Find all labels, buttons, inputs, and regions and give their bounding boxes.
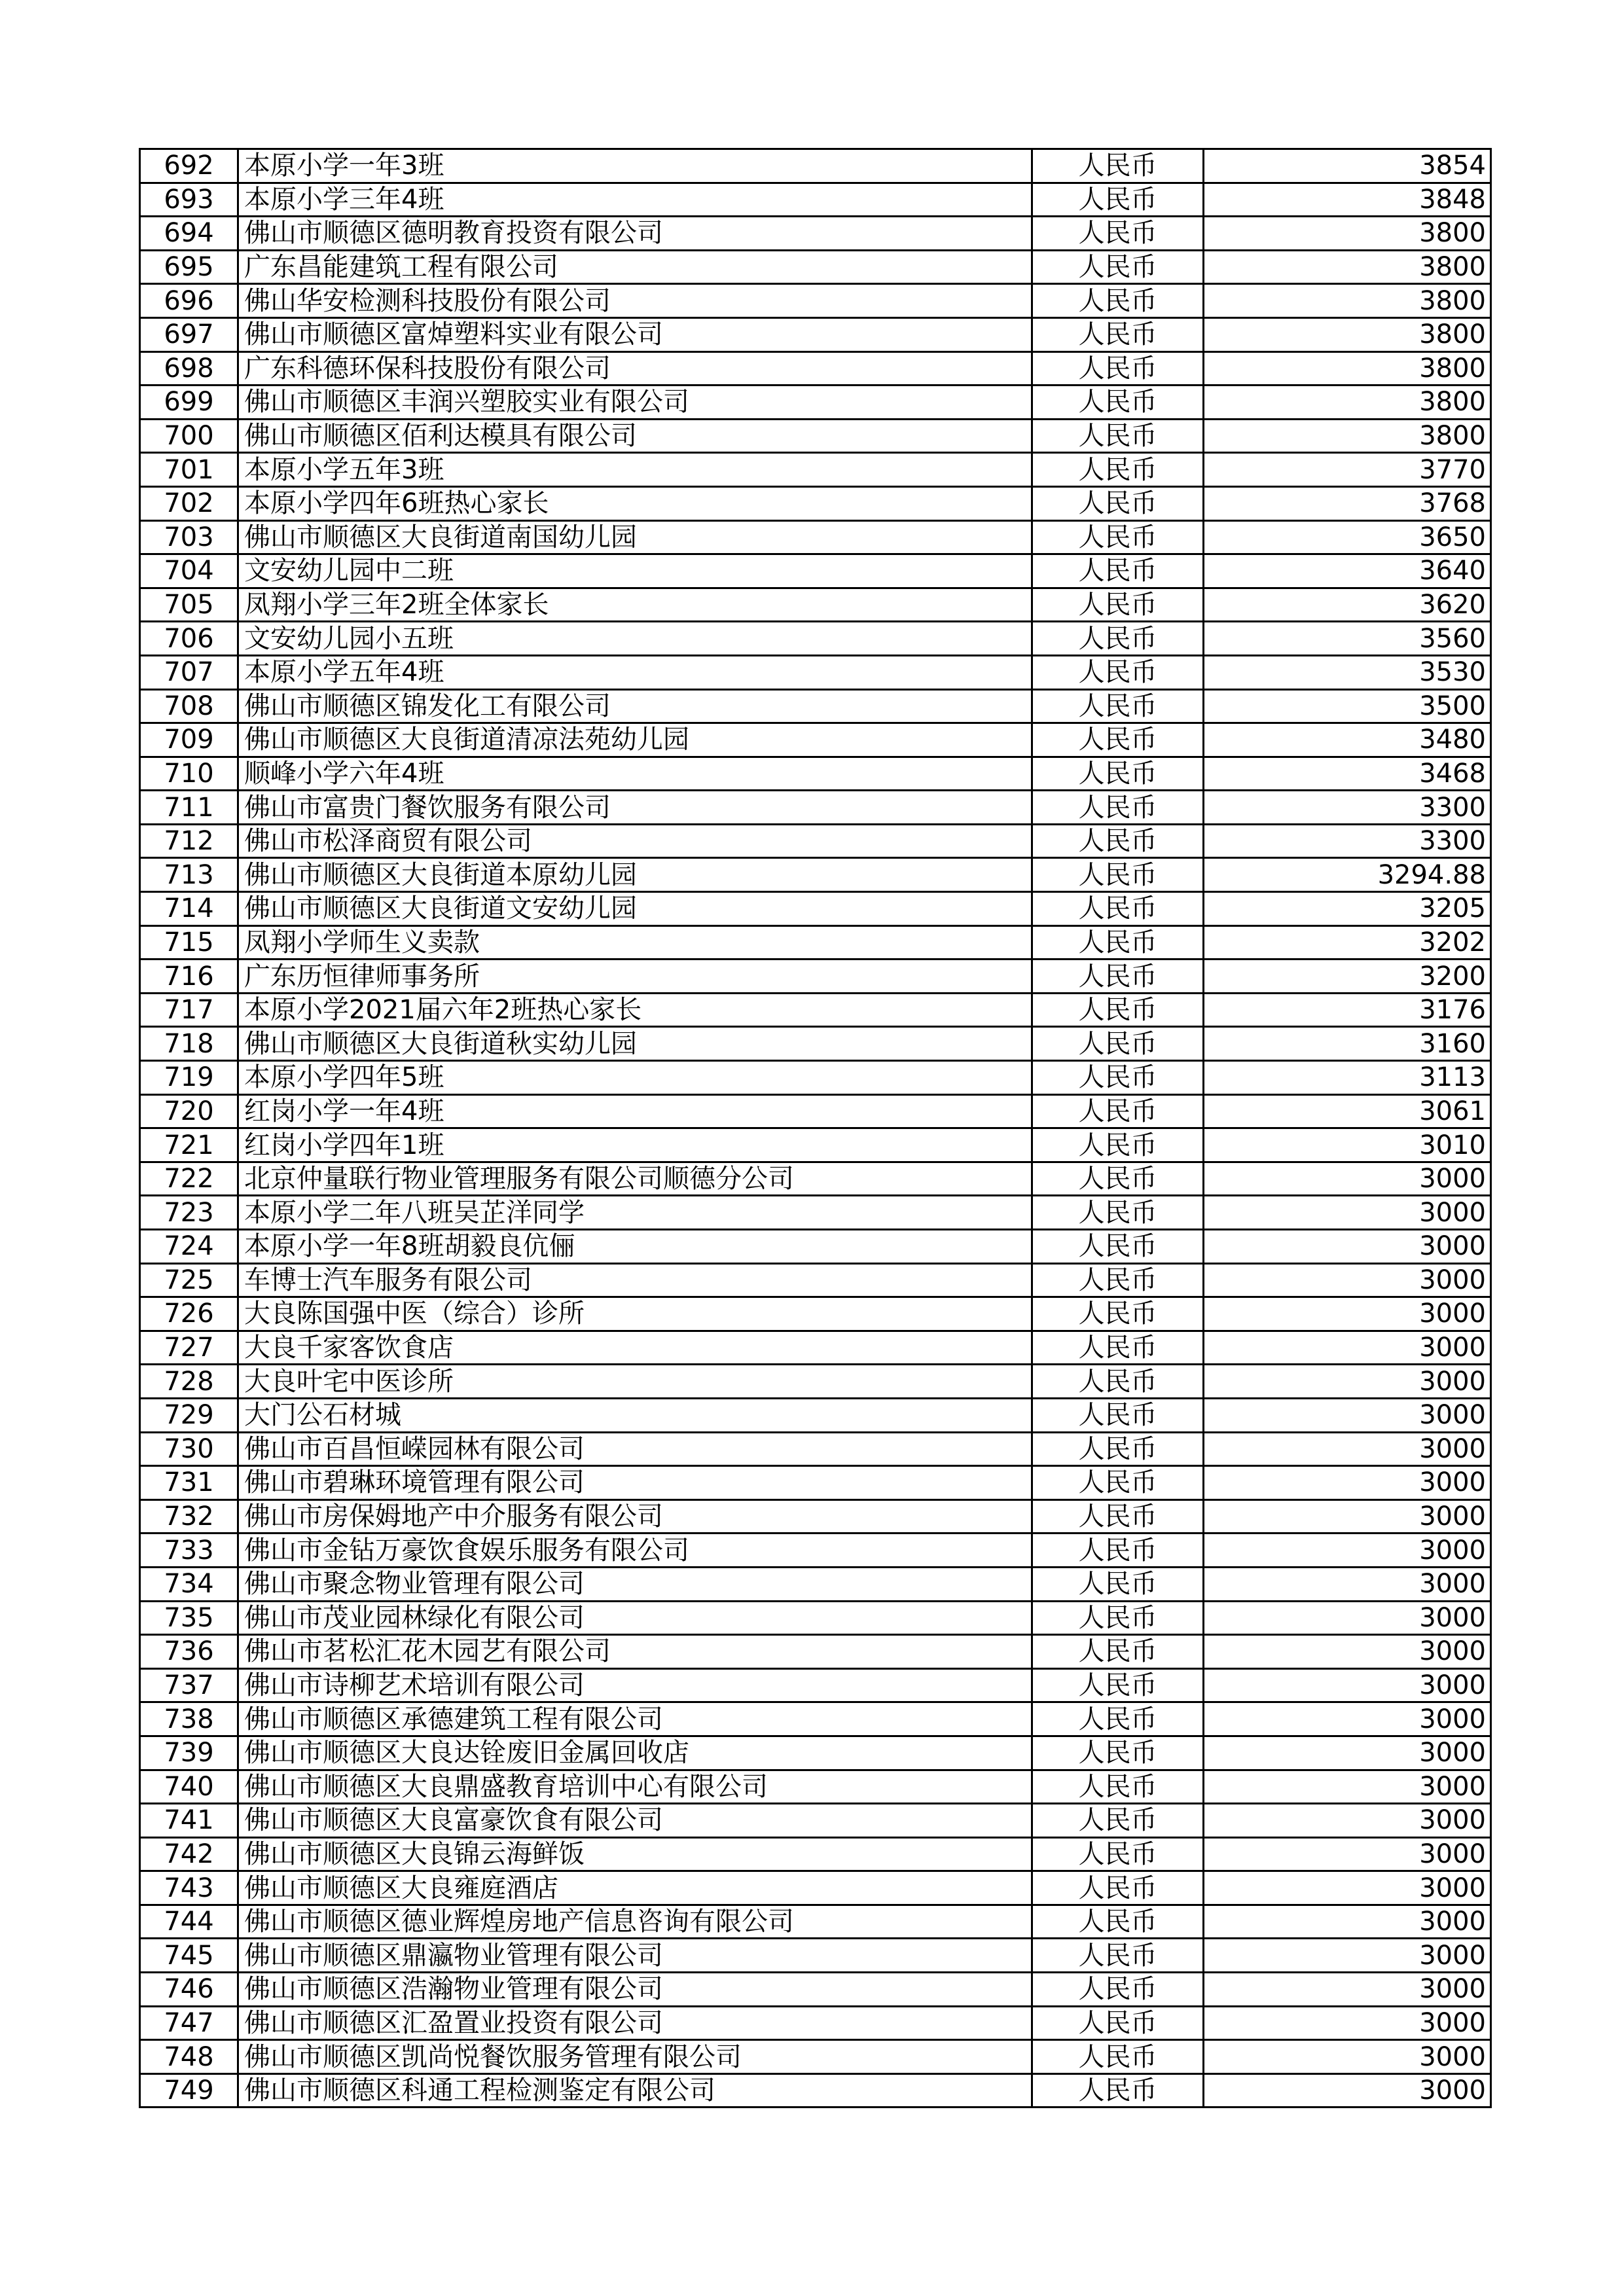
currency-cell: 人民币 <box>1032 1297 1204 1331</box>
table-row <box>140 1162 1491 1196</box>
row-number: 728 <box>140 1365 238 1399</box>
currency-cell: 人民币 <box>1032 2006 1204 2040</box>
amount-cell: 3000 <box>1204 1939 1491 1973</box>
row-number: 729 <box>140 1398 238 1432</box>
row-number: 739 <box>140 1736 238 1770</box>
donor-name: 佛山市顺德区大良富豪饮食有限公司 <box>238 1804 1032 1838</box>
amount-cell: 3620 <box>1204 588 1491 622</box>
table-row <box>140 386 1491 420</box>
row-number: 727 <box>140 1331 238 1365</box>
amount-cell: 3000 <box>1204 1871 1491 1905</box>
currency-cell: 人民币 <box>1032 723 1204 757</box>
donor-name: 红岗小学一年4班 <box>238 1094 1032 1128</box>
table-row <box>140 554 1491 588</box>
table-row <box>140 892 1491 926</box>
amount-cell: 3000 <box>1204 1297 1491 1331</box>
donor-name: 本原小学四年5班 <box>238 1061 1032 1095</box>
table-row <box>140 1702 1491 1736</box>
donor-name: 佛山市顺德区鼎瀛物业管理有限公司 <box>238 1939 1032 1973</box>
donor-name: 佛山市顺德区锦发化工有限公司 <box>238 689 1032 723</box>
amount-cell: 3000 <box>1204 1230 1491 1264</box>
table-row <box>140 1365 1491 1399</box>
donor-name: 大良叶宅中医诊所 <box>238 1365 1032 1399</box>
currency-cell: 人民币 <box>1032 1534 1204 1568</box>
donor-name: 佛山市顺德区佰利达模具有限公司 <box>238 419 1032 453</box>
row-number: 704 <box>140 554 238 588</box>
row-number: 742 <box>140 1837 238 1871</box>
amount-cell: 3468 <box>1204 757 1491 791</box>
row-number: 715 <box>140 925 238 960</box>
donor-name: 佛山市聚念物业管理有限公司 <box>238 1567 1032 1601</box>
currency-cell: 人民币 <box>1032 1094 1204 1128</box>
row-number: 712 <box>140 824 238 858</box>
currency-cell: 人民币 <box>1032 250 1204 284</box>
amount-cell: 3000 <box>1204 1432 1491 1466</box>
table-row <box>140 284 1491 318</box>
currency-cell: 人民币 <box>1032 1804 1204 1838</box>
amount-cell: 3000 <box>1204 1263 1491 1297</box>
donor-name: 佛山市顺德区大良街道秋实幼儿园 <box>238 1027 1032 1061</box>
currency-cell: 人民币 <box>1032 453 1204 487</box>
currency-cell: 人民币 <box>1032 1702 1204 1736</box>
currency-cell: 人民币 <box>1032 858 1204 892</box>
currency-cell: 人民币 <box>1032 1736 1204 1770</box>
currency-cell: 人民币 <box>1032 1837 1204 1871</box>
table-row <box>140 1635 1491 1669</box>
table-row <box>140 1128 1491 1162</box>
amount-cell: 3061 <box>1204 1094 1491 1128</box>
table-row <box>140 1398 1491 1432</box>
row-number: 738 <box>140 1702 238 1736</box>
amount-cell: 3000 <box>1204 1534 1491 1568</box>
table-row <box>140 1297 1491 1331</box>
currency-cell: 人民币 <box>1032 2073 1204 2108</box>
amount-cell: 3800 <box>1204 250 1491 284</box>
donor-name: 佛山市顺德区丰润兴塑胶实业有限公司 <box>238 386 1032 420</box>
currency-cell: 人民币 <box>1032 520 1204 554</box>
donor-name: 红岗小学四年1班 <box>238 1128 1032 1162</box>
table-row <box>140 1499 1491 1534</box>
table-body <box>140 149 1491 2108</box>
amount-cell: 3768 <box>1204 486 1491 520</box>
currency-cell: 人民币 <box>1032 1601 1204 1635</box>
row-number: 693 <box>140 183 238 217</box>
donor-name: 佛山市顺德区大良街道南国幼儿园 <box>238 520 1032 554</box>
row-number: 723 <box>140 1196 238 1230</box>
table-row <box>140 1061 1491 1095</box>
currency-cell: 人民币 <box>1032 925 1204 960</box>
donor-name: 佛山市百昌恒嵘园林有限公司 <box>238 1432 1032 1466</box>
amount-cell: 3202 <box>1204 925 1491 960</box>
donor-name: 本原小学五年4班 <box>238 655 1032 689</box>
amount-cell: 3205 <box>1204 892 1491 926</box>
amount-cell: 3800 <box>1204 351 1491 386</box>
currency-cell: 人民币 <box>1032 1466 1204 1500</box>
amount-cell: 3800 <box>1204 217 1491 251</box>
amount-cell: 3500 <box>1204 689 1491 723</box>
currency-cell: 人民币 <box>1032 2040 1204 2074</box>
table-row <box>140 1331 1491 1365</box>
donor-name: 文安幼儿园中二班 <box>238 554 1032 588</box>
table-row <box>140 622 1491 656</box>
currency-cell: 人民币 <box>1032 1331 1204 1365</box>
donor-name: 大门公石材城 <box>238 1398 1032 1432</box>
amount-cell: 3176 <box>1204 993 1491 1027</box>
table-row <box>140 217 1491 251</box>
donor-name: 本原小学四年6班热心家长 <box>238 486 1032 520</box>
currency-cell: 人民币 <box>1032 993 1204 1027</box>
currency-cell: 人民币 <box>1032 351 1204 386</box>
currency-cell: 人民币 <box>1032 892 1204 926</box>
table-row <box>140 2040 1491 2074</box>
donor-name: 佛山市顺德区浩瀚物业管理有限公司 <box>238 1973 1032 2007</box>
currency-cell: 人民币 <box>1032 1027 1204 1061</box>
amount-cell: 3000 <box>1204 1196 1491 1230</box>
donor-name: 佛山市富贵门餐饮服务有限公司 <box>238 791 1032 825</box>
currency-cell: 人民币 <box>1032 588 1204 622</box>
amount-cell: 3000 <box>1204 1635 1491 1669</box>
row-number: 708 <box>140 689 238 723</box>
amount-cell: 3000 <box>1204 1736 1491 1770</box>
row-number: 734 <box>140 1567 238 1601</box>
row-number: 697 <box>140 317 238 351</box>
currency-cell: 人民币 <box>1032 1061 1204 1095</box>
table-row <box>140 1094 1491 1128</box>
amount-cell: 3200 <box>1204 960 1491 994</box>
currency-cell: 人民币 <box>1032 791 1204 825</box>
table-row <box>140 689 1491 723</box>
row-number: 696 <box>140 284 238 318</box>
currency-cell: 人民币 <box>1032 183 1204 217</box>
donor-name: 佛山市顺德区科通工程检测鉴定有限公司 <box>238 2073 1032 2108</box>
currency-cell: 人民币 <box>1032 1668 1204 1702</box>
amount-cell: 3800 <box>1204 284 1491 318</box>
amount-cell: 3000 <box>1204 1331 1491 1365</box>
currency-cell: 人民币 <box>1032 1939 1204 1973</box>
table-row <box>140 960 1491 994</box>
currency-cell: 人民币 <box>1032 284 1204 318</box>
donor-name: 本原小学二年八班吴芷洋同学 <box>238 1196 1032 1230</box>
row-number: 719 <box>140 1061 238 1095</box>
donor-name: 凤翔小学三年2班全体家长 <box>238 588 1032 622</box>
amount-cell: 3300 <box>1204 824 1491 858</box>
row-number: 725 <box>140 1263 238 1297</box>
currency-cell: 人民币 <box>1032 1567 1204 1601</box>
currency-cell: 人民币 <box>1032 1432 1204 1466</box>
table-row <box>140 149 1491 183</box>
currency-cell: 人民币 <box>1032 1635 1204 1669</box>
table-row <box>140 351 1491 386</box>
row-number: 737 <box>140 1668 238 1702</box>
row-number: 720 <box>140 1094 238 1128</box>
donor-name: 顺峰小学六年4班 <box>238 757 1032 791</box>
row-number: 722 <box>140 1162 238 1196</box>
amount-cell: 3000 <box>1204 1466 1491 1500</box>
row-number: 724 <box>140 1230 238 1264</box>
donor-name: 佛山市顺德区凯尚悦餐饮服务管理有限公司 <box>238 2040 1032 2074</box>
amount-cell: 3000 <box>1204 1365 1491 1399</box>
currency-cell: 人民币 <box>1032 486 1204 520</box>
donor-name: 本原小学三年4班 <box>238 183 1032 217</box>
row-number: 709 <box>140 723 238 757</box>
table-row <box>140 2073 1491 2108</box>
amount-cell: 3854 <box>1204 149 1491 183</box>
donor-name: 佛山市顺德区大良锦云海鲜饭 <box>238 1837 1032 1871</box>
row-number: 730 <box>140 1432 238 1466</box>
row-number: 702 <box>140 486 238 520</box>
table-row <box>140 588 1491 622</box>
donor-name: 佛山市顺德区汇盈置业投资有限公司 <box>238 2006 1032 2040</box>
donor-name: 佛山市房保姆地产中介服务有限公司 <box>238 1499 1032 1534</box>
donor-name: 佛山市诗柳艺术培训有限公司 <box>238 1668 1032 1702</box>
table-row <box>140 520 1491 554</box>
currency-cell: 人民币 <box>1032 1230 1204 1264</box>
donor-name: 北京仲量联行物业管理服务有限公司顺德分公司 <box>238 1162 1032 1196</box>
currency-cell: 人民币 <box>1032 1905 1204 1939</box>
amount-cell: 3560 <box>1204 622 1491 656</box>
table-row <box>140 1939 1491 1973</box>
table-row <box>140 486 1491 520</box>
table-row <box>140 824 1491 858</box>
donor-name: 本原小学一年3班 <box>238 149 1032 183</box>
donor-name: 佛山市茗松汇花木园艺有限公司 <box>238 1635 1032 1669</box>
currency-cell: 人民币 <box>1032 1365 1204 1399</box>
donor-name: 凤翔小学师生义卖款 <box>238 925 1032 960</box>
currency-cell: 人民币 <box>1032 1128 1204 1162</box>
donor-name: 佛山市顺德区德业辉煌房地产信息咨询有限公司 <box>238 1905 1032 1939</box>
table-row <box>140 453 1491 487</box>
amount-cell: 3000 <box>1204 1567 1491 1601</box>
row-number: 716 <box>140 960 238 994</box>
amount-cell: 3800 <box>1204 419 1491 453</box>
row-number: 699 <box>140 386 238 420</box>
amount-cell: 3000 <box>1204 1162 1491 1196</box>
table-row <box>140 1534 1491 1568</box>
donor-name: 佛山市金钻万豪饮食娱乐服务有限公司 <box>238 1534 1032 1568</box>
donor-name: 佛山市顺德区大良鼎盛教育培训中心有限公司 <box>238 1770 1032 1804</box>
row-number: 726 <box>140 1297 238 1331</box>
table-row <box>140 1770 1491 1804</box>
table-row <box>140 1668 1491 1702</box>
donor-name: 佛山市顺德区大良达铨废旧金属回收店 <box>238 1736 1032 1770</box>
donor-name: 佛山市茂业园林绿化有限公司 <box>238 1601 1032 1635</box>
table-row <box>140 1601 1491 1635</box>
amount-cell: 3530 <box>1204 655 1491 689</box>
table-row <box>140 1567 1491 1601</box>
row-number: 705 <box>140 588 238 622</box>
row-number: 733 <box>140 1534 238 1568</box>
amount-cell: 3800 <box>1204 317 1491 351</box>
currency-cell: 人民币 <box>1032 1871 1204 1905</box>
currency-cell: 人民币 <box>1032 149 1204 183</box>
currency-cell: 人民币 <box>1032 960 1204 994</box>
row-number: 694 <box>140 217 238 251</box>
row-number: 743 <box>140 1871 238 1905</box>
table-row <box>140 1905 1491 1939</box>
donor-name: 佛山市顺德区大良街道文安幼儿园 <box>238 892 1032 926</box>
row-number: 721 <box>140 1128 238 1162</box>
amount-cell: 3300 <box>1204 791 1491 825</box>
row-number: 706 <box>140 622 238 656</box>
amount-cell: 3000 <box>1204 1804 1491 1838</box>
donor-name: 文安幼儿园小五班 <box>238 622 1032 656</box>
amount-cell: 3770 <box>1204 453 1491 487</box>
amount-cell: 3010 <box>1204 1128 1491 1162</box>
donation-table <box>139 148 1492 2108</box>
currency-cell: 人民币 <box>1032 622 1204 656</box>
donor-name: 大良千家客饮食店 <box>238 1331 1032 1365</box>
currency-cell: 人民币 <box>1032 217 1204 251</box>
donor-name: 佛山市顺德区承德建筑工程有限公司 <box>238 1702 1032 1736</box>
table-row <box>140 655 1491 689</box>
amount-cell: 3650 <box>1204 520 1491 554</box>
row-number: 732 <box>140 1499 238 1534</box>
table-row <box>140 1432 1491 1466</box>
table-row <box>140 1973 1491 2007</box>
amount-cell: 3000 <box>1204 1973 1491 2007</box>
table-row <box>140 925 1491 960</box>
table-row <box>140 2006 1491 2040</box>
row-number: 710 <box>140 757 238 791</box>
table-row <box>140 317 1491 351</box>
table-row <box>140 993 1491 1027</box>
table-row <box>140 1871 1491 1905</box>
row-number: 707 <box>140 655 238 689</box>
amount-cell: 3000 <box>1204 2073 1491 2108</box>
row-number: 713 <box>140 858 238 892</box>
row-number: 747 <box>140 2006 238 2040</box>
currency-cell: 人民币 <box>1032 1196 1204 1230</box>
amount-cell: 3480 <box>1204 723 1491 757</box>
row-number: 735 <box>140 1601 238 1635</box>
amount-cell: 3294.88 <box>1204 858 1491 892</box>
row-number: 740 <box>140 1770 238 1804</box>
donor-name: 本原小学五年3班 <box>238 453 1032 487</box>
row-number: 745 <box>140 1939 238 1973</box>
currency-cell: 人民币 <box>1032 1398 1204 1432</box>
currency-cell: 人民币 <box>1032 689 1204 723</box>
amount-cell: 3848 <box>1204 183 1491 217</box>
amount-cell: 3113 <box>1204 1061 1491 1095</box>
amount-cell: 3000 <box>1204 2040 1491 2074</box>
table-row <box>140 1196 1491 1230</box>
amount-cell: 3000 <box>1204 2006 1491 2040</box>
amount-cell: 3000 <box>1204 1770 1491 1804</box>
amount-cell: 3000 <box>1204 1905 1491 1939</box>
table-row <box>140 183 1491 217</box>
table-row <box>140 1804 1491 1838</box>
donor-name: 佛山市顺德区大良雍庭酒店 <box>238 1871 1032 1905</box>
table-row <box>140 250 1491 284</box>
row-number: 741 <box>140 1804 238 1838</box>
table-row <box>140 419 1491 453</box>
row-number: 695 <box>140 250 238 284</box>
row-number: 714 <box>140 892 238 926</box>
donor-name: 佛山市顺德区富焯塑料实业有限公司 <box>238 317 1032 351</box>
table-row <box>140 858 1491 892</box>
row-number: 749 <box>140 2073 238 2108</box>
currency-cell: 人民币 <box>1032 1499 1204 1534</box>
currency-cell: 人民币 <box>1032 317 1204 351</box>
amount-cell: 3000 <box>1204 1499 1491 1534</box>
donor-name: 本原小学一年8班胡毅良伉俪 <box>238 1230 1032 1264</box>
row-number: 718 <box>140 1027 238 1061</box>
row-number: 736 <box>140 1635 238 1669</box>
amount-cell: 3000 <box>1204 1601 1491 1635</box>
currency-cell: 人民币 <box>1032 824 1204 858</box>
currency-cell: 人民币 <box>1032 1770 1204 1804</box>
donor-name: 佛山市顺德区大良街道本原幼儿园 <box>238 858 1032 892</box>
row-number: 746 <box>140 1973 238 2007</box>
currency-cell: 人民币 <box>1032 419 1204 453</box>
donor-name: 广东昌能建筑工程有限公司 <box>238 250 1032 284</box>
donor-name: 大良陈国强中医（综合）诊所 <box>238 1297 1032 1331</box>
donor-name: 佛山市松泽商贸有限公司 <box>238 824 1032 858</box>
amount-cell: 3000 <box>1204 1398 1491 1432</box>
amount-cell: 3800 <box>1204 386 1491 420</box>
table-row <box>140 1466 1491 1500</box>
amount-cell: 3000 <box>1204 1702 1491 1736</box>
table-row <box>140 1837 1491 1871</box>
row-number: 698 <box>140 351 238 386</box>
table-row <box>140 791 1491 825</box>
amount-cell: 3160 <box>1204 1027 1491 1061</box>
row-number: 701 <box>140 453 238 487</box>
currency-cell: 人民币 <box>1032 1973 1204 2007</box>
table-row <box>140 1736 1491 1770</box>
row-number: 717 <box>140 993 238 1027</box>
currency-cell: 人民币 <box>1032 1263 1204 1297</box>
row-number: 744 <box>140 1905 238 1939</box>
amount-cell: 3000 <box>1204 1668 1491 1702</box>
table-row <box>140 1027 1491 1061</box>
table-row <box>140 1263 1491 1297</box>
row-number: 692 <box>140 149 238 183</box>
currency-cell: 人民币 <box>1032 1162 1204 1196</box>
amount-cell: 3640 <box>1204 554 1491 588</box>
donor-name: 佛山市顺德区大良街道清凉法苑幼儿园 <box>238 723 1032 757</box>
currency-cell: 人民币 <box>1032 386 1204 420</box>
currency-cell: 人民币 <box>1032 655 1204 689</box>
currency-cell: 人民币 <box>1032 554 1204 588</box>
donor-name: 车博士汽车服务有限公司 <box>238 1263 1032 1297</box>
row-number: 731 <box>140 1466 238 1500</box>
currency-cell: 人民币 <box>1032 757 1204 791</box>
table-row <box>140 723 1491 757</box>
donor-name: 广东科德环保科技股份有限公司 <box>238 351 1032 386</box>
table-row <box>140 1230 1491 1264</box>
donor-name: 佛山华安检测科技股份有限公司 <box>238 284 1032 318</box>
row-number: 703 <box>140 520 238 554</box>
row-number: 711 <box>140 791 238 825</box>
donor-name: 广东历恒律师事务所 <box>238 960 1032 994</box>
amount-cell: 3000 <box>1204 1837 1491 1871</box>
donor-name: 佛山市碧琳环境管理有限公司 <box>238 1466 1032 1500</box>
row-number: 748 <box>140 2040 238 2074</box>
donor-name: 本原小学2021届六年2班热心家长 <box>238 993 1032 1027</box>
row-number: 700 <box>140 419 238 453</box>
donor-name: 佛山市顺德区德明教育投资有限公司 <box>238 217 1032 251</box>
table-row <box>140 757 1491 791</box>
